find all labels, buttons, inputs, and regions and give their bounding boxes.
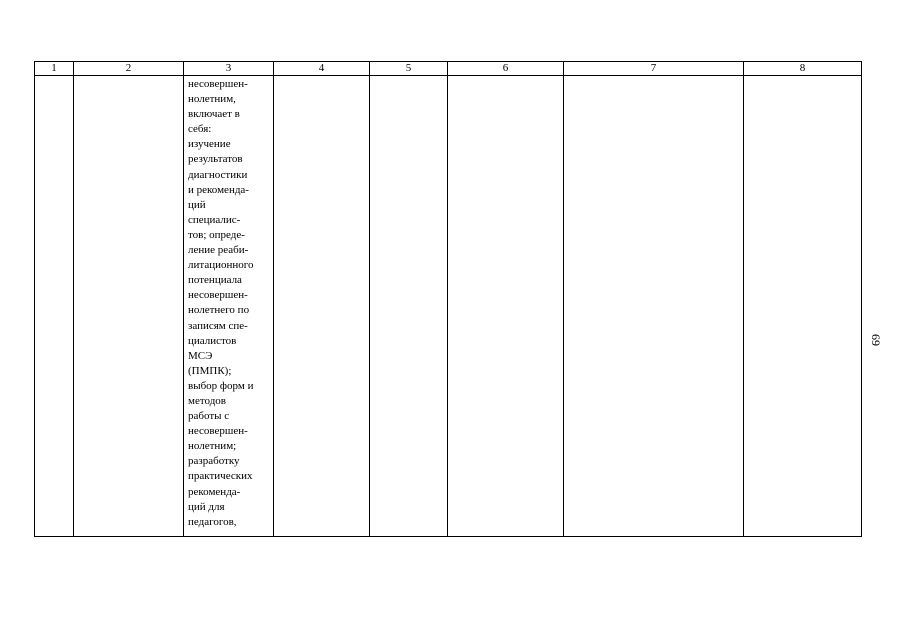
page-number: 69 xyxy=(869,334,883,346)
column-header-2: 2 xyxy=(74,62,184,76)
column-header-8: 8 xyxy=(744,62,862,76)
cell-col1 xyxy=(35,76,74,537)
column-header-7: 7 xyxy=(564,62,744,76)
cell-col5 xyxy=(370,76,448,537)
column-header-4: 4 xyxy=(274,62,370,76)
column-header-5: 5 xyxy=(370,62,448,76)
column-header-3: 3 xyxy=(184,62,274,76)
cell-col3 xyxy=(184,76,274,537)
cell-col7 xyxy=(564,76,744,537)
continuation-table xyxy=(34,61,862,537)
cell-col1-text xyxy=(35,76,73,77)
cell-col6 xyxy=(448,76,564,537)
cell-col2-text xyxy=(74,76,183,77)
cell-col7-text xyxy=(564,76,743,77)
cell-col8-text xyxy=(744,76,861,77)
cell-col4-text xyxy=(274,76,369,77)
cell-col8 xyxy=(744,76,862,537)
column-number-row xyxy=(35,62,862,76)
cell-col5-text xyxy=(370,76,447,77)
cell-col2 xyxy=(74,76,184,537)
cell-col6-text xyxy=(448,76,563,77)
table-row xyxy=(35,76,862,537)
column-header-1: 1 xyxy=(35,62,74,76)
cell-col3-text: несовершен- нолетним, включает в себя: изучение результатов диагностики и рекоменда- ций специалис- тов; опреде- ление реаби- литационного потенциала несовершен- нолетнего по записям спе- циалистов МСЭ (ПМПК); выбор форм и методов работы с несовершен- нолетним; разработку практических рекоменда- ций для педагогов, xyxy=(188,78,254,528)
cell-col4 xyxy=(274,76,370,537)
column-header-6: 6 xyxy=(448,62,564,76)
